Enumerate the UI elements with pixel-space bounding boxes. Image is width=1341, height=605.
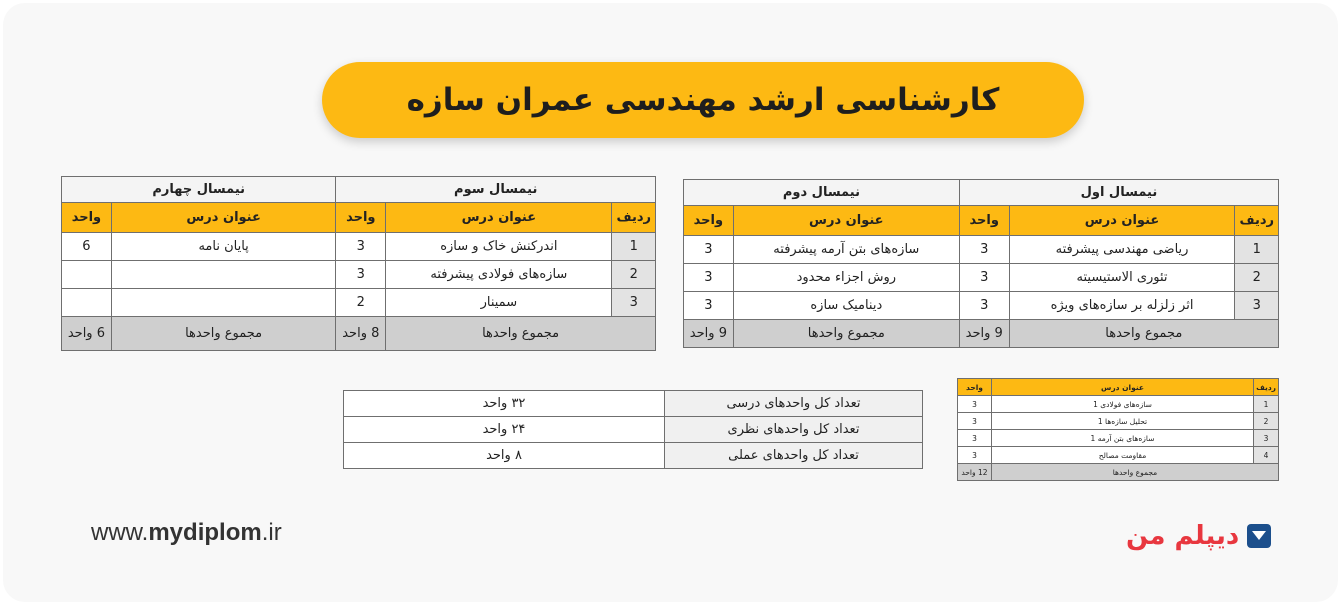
- sum-label: مجموع واحدها: [1009, 320, 1278, 348]
- course-unit: 3: [336, 233, 386, 261]
- course-unit: 3: [958, 396, 992, 413]
- course-title: [111, 261, 336, 289]
- sum-label: مجموع واحدها: [991, 464, 1278, 481]
- sum-row: [684, 320, 1279, 348]
- course-title: دینامیک سازه: [733, 292, 959, 320]
- col-row-header: ردیف: [1235, 206, 1279, 236]
- course-title: اندرکنش خاک و سازه: [386, 233, 612, 261]
- col-course-header: عنوان درس: [386, 203, 612, 233]
- course-unit: 3: [958, 413, 992, 430]
- total-label: تعداد کل واحدهای نظری: [665, 417, 923, 443]
- sum-value: 9 واحد: [684, 320, 734, 348]
- course-title: ریاضی مهندسی پیشرفته: [1009, 236, 1235, 264]
- course-unit: 3: [959, 236, 1009, 264]
- course-unit: 3: [336, 261, 386, 289]
- total-label: تعداد کل واحدهای درسی: [665, 391, 923, 417]
- sum-row: [62, 317, 656, 351]
- col-row-header: ردیف: [1254, 379, 1279, 396]
- total-label: تعداد کل واحدهای عملی: [665, 443, 923, 469]
- row-number: 3: [612, 289, 656, 317]
- course-title: [111, 289, 336, 317]
- course-unit: 3: [684, 292, 734, 320]
- table-row: [344, 443, 923, 469]
- semester-3-4-table: [61, 176, 656, 351]
- total-value: ۲۴ واحد: [344, 417, 665, 443]
- unit-totals-table: [343, 390, 923, 469]
- col-course-header: عنوان درس: [1009, 206, 1235, 236]
- course-title: سازه‌های فولادی پیشرفته: [386, 261, 612, 289]
- course-unit: 2: [336, 289, 386, 317]
- table-row: [684, 236, 1279, 264]
- col-unit-header: واحد: [959, 206, 1009, 236]
- course-title: روش اجزاء محدود: [733, 264, 959, 292]
- logo-text: دیپلم من: [1126, 521, 1240, 551]
- table-row: [62, 261, 656, 289]
- brand-logo: [1126, 516, 1271, 556]
- prerequisite-table: [957, 378, 1279, 481]
- sum-label: مجموع واحدها: [386, 317, 656, 351]
- course-title: پایان نامه: [111, 233, 336, 261]
- semester-3-header: نیمسال سوم: [336, 177, 656, 203]
- semester-1-header: نیمسال اول: [959, 180, 1278, 206]
- course-unit: 3: [684, 264, 734, 292]
- col-unit-header: واحد: [684, 206, 734, 236]
- sum-value: 8 واحد: [336, 317, 386, 351]
- course-unit: 3: [958, 430, 992, 447]
- course-unit: 3: [958, 447, 992, 464]
- col-unit-header: واحد: [958, 379, 992, 396]
- sum-value: 12 واحد: [958, 464, 992, 481]
- url-domain: mydiplom: [148, 519, 262, 546]
- total-value: ۸ واحد: [344, 443, 665, 469]
- table-row: [344, 391, 923, 417]
- row-number: 1: [612, 233, 656, 261]
- table-row: [684, 292, 1279, 320]
- table-row: [958, 396, 1279, 413]
- table-row: [62, 233, 656, 261]
- semester-1-2-table: [683, 179, 1279, 348]
- url-prefix: www.: [91, 519, 149, 546]
- course-unit: 3: [959, 292, 1009, 320]
- website-url[interactable]: [91, 519, 282, 547]
- row-number: 4: [1254, 447, 1279, 464]
- course-title: اثر زلزله بر سازه‌های ویژه: [1009, 292, 1235, 320]
- semester-2-header: نیمسال دوم: [684, 180, 960, 206]
- col-course-header: عنوان درس: [733, 206, 959, 236]
- sum-label: مجموع واحدها: [111, 317, 336, 351]
- table-row: [344, 417, 923, 443]
- col-unit-header: واحد: [62, 203, 112, 233]
- row-number: 3: [1235, 292, 1279, 320]
- row-number: 1: [1235, 236, 1279, 264]
- semester-4-header: نیمسال چهارم: [62, 177, 336, 203]
- table-row: [684, 264, 1279, 292]
- course-title: سمینار: [386, 289, 612, 317]
- sum-row: [958, 464, 1279, 481]
- page-title-banner: [322, 62, 1084, 138]
- sum-value: 6 واحد: [62, 317, 112, 351]
- sum-value: 9 واحد: [959, 320, 1009, 348]
- row-number: 2: [1235, 264, 1279, 292]
- table-row: [958, 430, 1279, 447]
- page-title: کارشناسی ارشد مهندسی عمران سازه: [406, 82, 1000, 118]
- course-unit: 3: [684, 236, 734, 264]
- course-unit: 3: [959, 264, 1009, 292]
- course-title: تئوری الاستیسیته: [1009, 264, 1235, 292]
- course-unit: [62, 289, 112, 317]
- col-unit-header: واحد: [336, 203, 386, 233]
- row-number: 3: [1254, 430, 1279, 447]
- table-row: [958, 447, 1279, 464]
- course-unit: [62, 261, 112, 289]
- col-course-header: عنوان درس: [111, 203, 336, 233]
- course-title: مقاومت مصالح: [991, 447, 1253, 464]
- row-number: 2: [612, 261, 656, 289]
- course-title: تحلیل سازه‌ها 1: [991, 413, 1253, 430]
- diploma-icon: [1247, 524, 1271, 548]
- course-title: سازه‌های بتن آرمه 1: [991, 430, 1253, 447]
- row-number: 1: [1254, 396, 1279, 413]
- col-course-header: عنوان درس: [991, 379, 1253, 396]
- url-suffix: .ir: [261, 519, 282, 546]
- col-row-header: ردیف: [612, 203, 656, 233]
- table-row: [958, 413, 1279, 430]
- row-number: 2: [1254, 413, 1279, 430]
- course-title: سازه‌های فولادی 1: [991, 396, 1253, 413]
- course-title: سازه‌های بتن آرمه پیشرفته: [733, 236, 959, 264]
- table-row: [62, 289, 656, 317]
- course-unit: 6: [62, 233, 112, 261]
- total-value: ۳۲ واحد: [344, 391, 665, 417]
- sum-label: مجموع واحدها: [733, 320, 959, 348]
